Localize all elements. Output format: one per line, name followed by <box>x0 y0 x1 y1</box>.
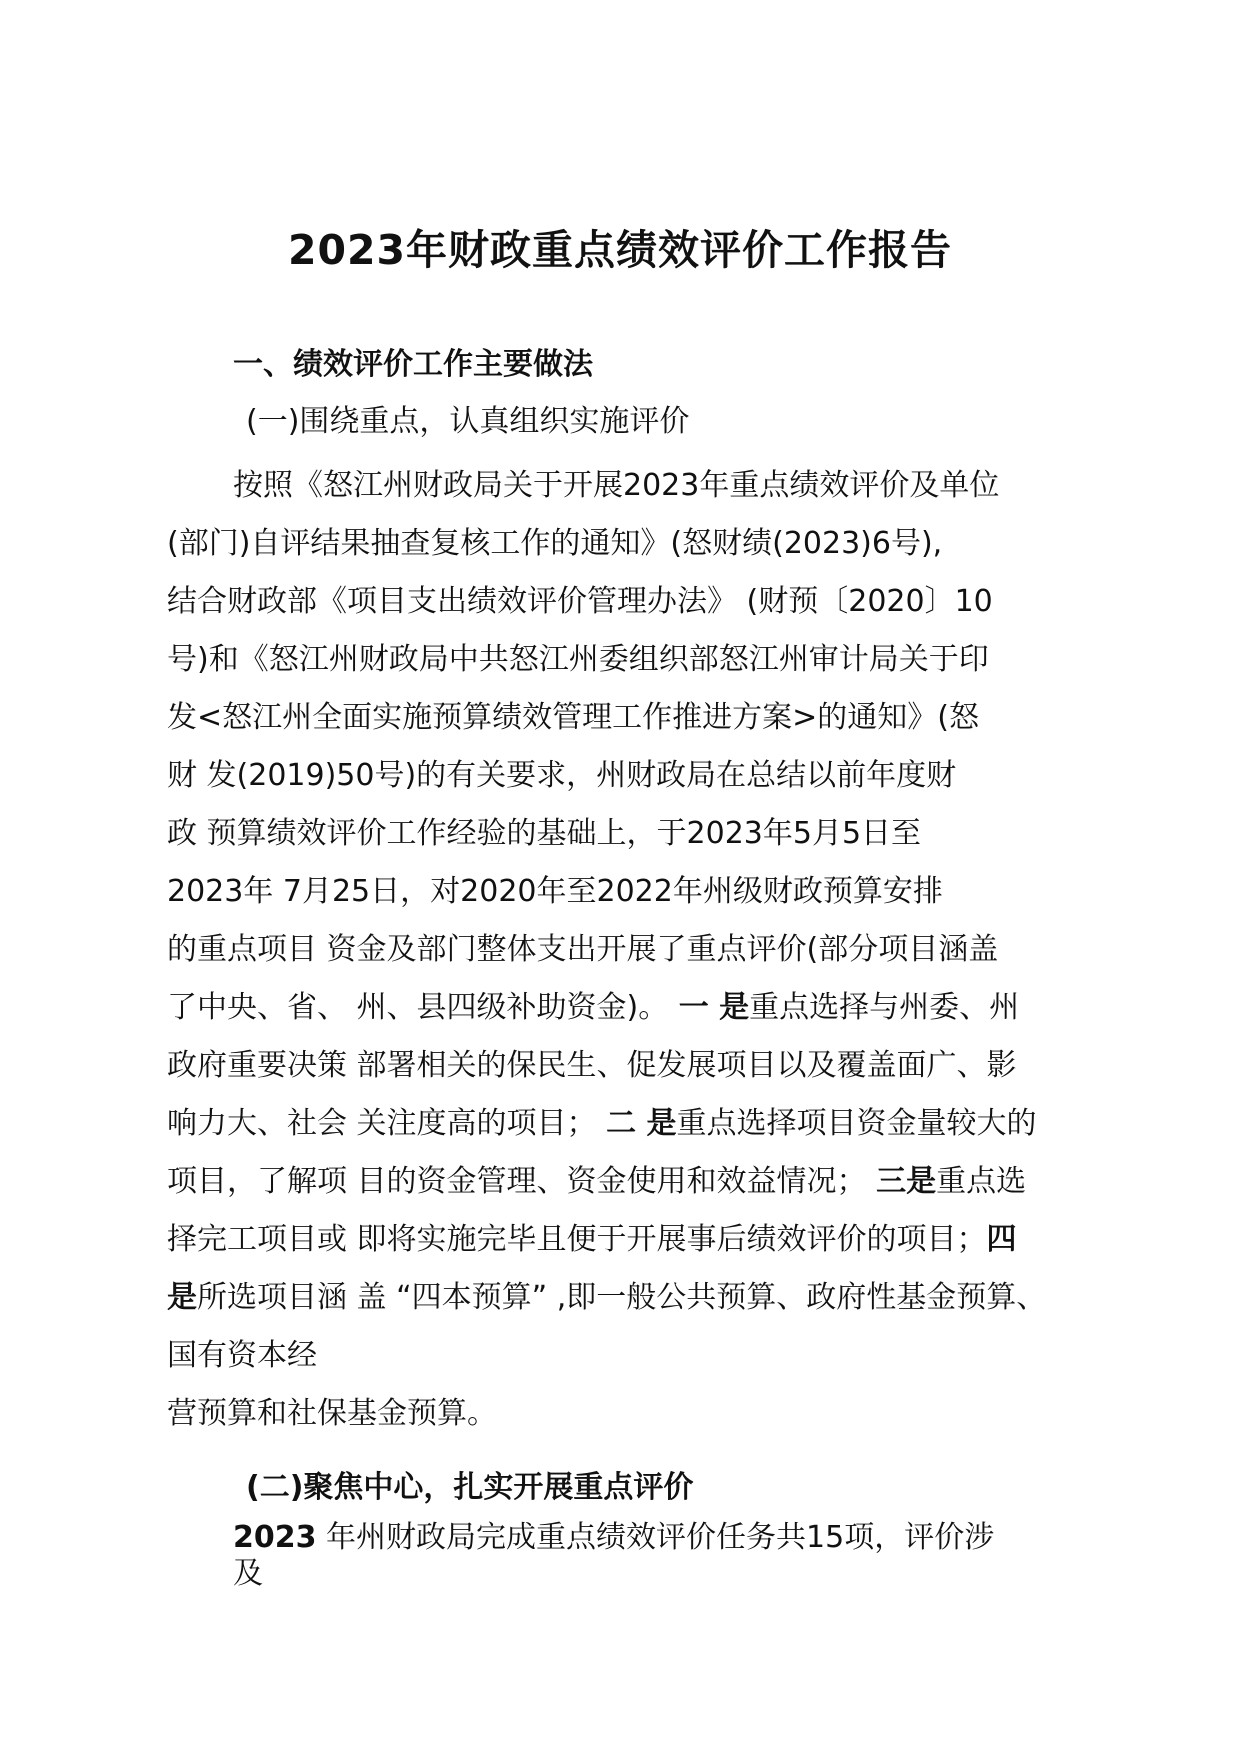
point-label-4b: 是 <box>167 1280 197 1315</box>
paragraph-line: 结合财政部《项目支出绩效评价管理办法》 (财预〔2020〕10 <box>167 584 993 619</box>
paragraph-line: 财 发(2019)50号)的有关要求，州财政局在总结以前年度财 <box>167 758 957 793</box>
point-text-3b: 择完工项目或 即将实施完毕且便于开展事后绩效评价的项目； <box>167 1222 987 1257</box>
paragraph-line: 国有资本经 <box>167 1338 317 1373</box>
paragraph-line <box>167 1153 1107 1211</box>
point-text-1c: 响力大、社会 关注度高的项目； <box>167 1106 607 1141</box>
paragraph-line <box>167 1269 1107 1327</box>
paragraph-line: 号)和《怒江州财政局中共怒江州委组织部怒江州审计局关于印 <box>167 642 989 677</box>
paragraph-line: 的重点项目 资金及部门整体支出开展了重点评价(部分项目涵盖 <box>167 932 999 967</box>
paragraph-line <box>167 1095 1107 1153</box>
subsection-heading-1: (一)围绕重点，认真组织实施评价 <box>246 404 690 439</box>
point-label-4a: 四 <box>986 1222 1017 1257</box>
point-label-3: 三是 <box>876 1164 937 1199</box>
point-label-1: 一 是 <box>668 990 750 1025</box>
body-paragraph-1 <box>167 457 1107 1443</box>
point-text-1a: 重点选择与州委、州 <box>749 990 1020 1025</box>
paragraph-line <box>167 979 1107 1037</box>
paragraph-line: 营预算和社保基金预算。 <box>167 1396 497 1431</box>
paragraph-line: 2023年 7月25日，对2020年至2022年州级财政预算安排 <box>167 874 943 909</box>
paragraph-line <box>233 1520 994 1556</box>
paragraph-text: 了中央、省、 州、县四级补助资金)。 <box>167 990 669 1025</box>
paragraph-line: 政 预算绩效评价工作经验的基础上，于2023年5月5日至 <box>167 816 922 851</box>
paragraph-line <box>167 1211 1107 1269</box>
point-text-2a: 重点选择项目资金量较大的 <box>676 1106 1037 1141</box>
point-text-3a: 重点选 <box>936 1164 1027 1199</box>
point-label-2: 二 是 <box>606 1106 677 1141</box>
document-title: 2023年财政重点绩效评价工作报告 <box>287 226 953 274</box>
point-text-4a: 所选项目涵 盖 “四本预算” ,即一般公共预算、政府性基金预算、 <box>197 1280 1047 1315</box>
paragraph-line: (部门)自评结果抽查复核工作的通知》(怒财绩(2023)6号), <box>167 526 943 561</box>
paragraph-line: 按照《怒江州财政局关于开展2023年重点绩效评价及单位 <box>233 468 1000 503</box>
section-heading-1: 一、绩效评价工作主要做法 <box>233 347 593 382</box>
point-text-2b: 项目，了解项 目的资金管理、资金使用和效益情况； <box>167 1164 877 1199</box>
paragraph-line: 发<怒江州全面实施预算绩效管理工作推进方案>的通知》(怒 <box>167 700 979 735</box>
paragraph-line: 政府重要决策 部署相关的保民生、促发展项目以及覆盖面广、影 <box>167 1048 1017 1083</box>
paragraph-line: 及 <box>233 1556 263 1591</box>
year-lead: 2023 <box>233 1520 317 1555</box>
subsection-heading-2: (二)聚焦中心，扎实开展重点评价 <box>246 1470 694 1505</box>
paragraph-text: 年州财政局完成重点绩效评价任务共15项，评价涉 <box>316 1520 995 1555</box>
body-paragraph-2 <box>233 1520 994 1592</box>
